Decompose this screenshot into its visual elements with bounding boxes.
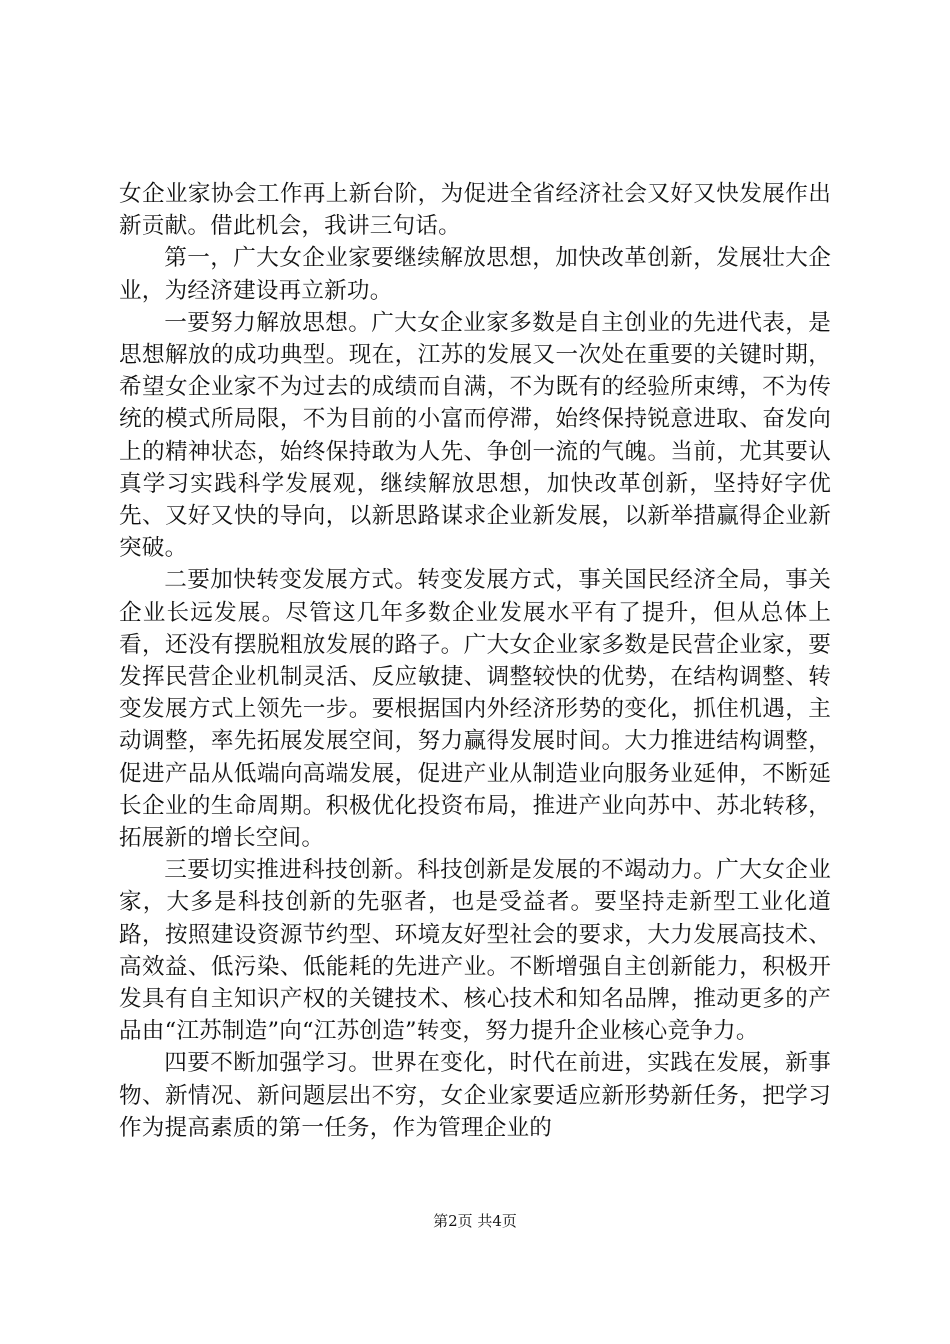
paragraph-transform-development: 二要加快转变发展方式。转变发展方式，事关国民经济全局，事关企业长远发展。尽管这几年多数企业发展水平有了提升，但从总体上看，还没有摆脱粗放发展的路子。广大女企业家多数是民营企业家，要发挥民营企业机制灵活、反应敏捷、调整较快的优势，在结构调整、转变发展方式上领先一步。要根据国内外经济形势的变化，抓住机遇，主动调整，率先拓展发展空间，努力赢得发展时间。大力推进结构调整，促进产品从低端向高端发展，促进产业从制造业向服务业延伸，不断延长企业的生命周期。积极优化投资布局，推进产业向苏中、苏北转移，拓展新的增长空间。 (119, 567, 831, 852)
paragraph-point-one: 第一，广大女企业家要继续解放思想，加快改革创新，发展壮大企业，为经济建设再立新功。 (119, 245, 831, 304)
paragraph-strengthen-learning: 四要不断加强学习。世界在变化，时代在前进，实践在发展，新事物、新情况、新问题层出不穷，女企业家要适应新形势新任务，把学习作为提高素质的第一任务，作为管理企业的 (119, 1050, 831, 1141)
paragraph-emancipate-mind: 一要努力解放思想。广大女企业家多数是自主创业的先进代表，是思想解放的成功典型。现在，江苏的发展又一次处在重要的关键时期，希望女企业家不为过去的成绩而自满，不为既有的经验所束缚，不为传统的模式所局限，不为目前的小富而停滞，始终保持锐意进取、奋发向上的精神状态，始终保持敢为人先、争创一流的气魄。当前，尤其要认真学习实践科学发展观，继续解放思想，加快改革创新，坚持好字优先、又好又快的导向，以新思路谋求企业新发展，以新举措赢得企业新突破。 (119, 309, 831, 562)
page-number-footer: 第2页 共4页 (433, 1212, 517, 1230)
paragraph-intro: 女企业家协会工作再上新台阶，为促进全省经济社会又好又快发展作出新贡献。借此机会，我讲三句话。 (119, 181, 831, 240)
document-body (119, 178, 831, 1144)
paragraph-tech-innovation: 三要切实推进科技创新。科技创新是发展的不竭动力。广大女企业家，大多是科技创新的先驱者，也是受益者。要坚持走新型工业化道路，按照建设资源节约型、环境友好型社会的要求，大力发展高技术、高效益、低污染、低能耗的先进产业。不断增强自主创新能力，积极开发具有自主知识产权的关键技术、核心技术和知名品牌，推动更多的产品由“江苏制造”向“江苏创造”转变，努力提升企业核心竞争力。 (119, 857, 831, 1045)
